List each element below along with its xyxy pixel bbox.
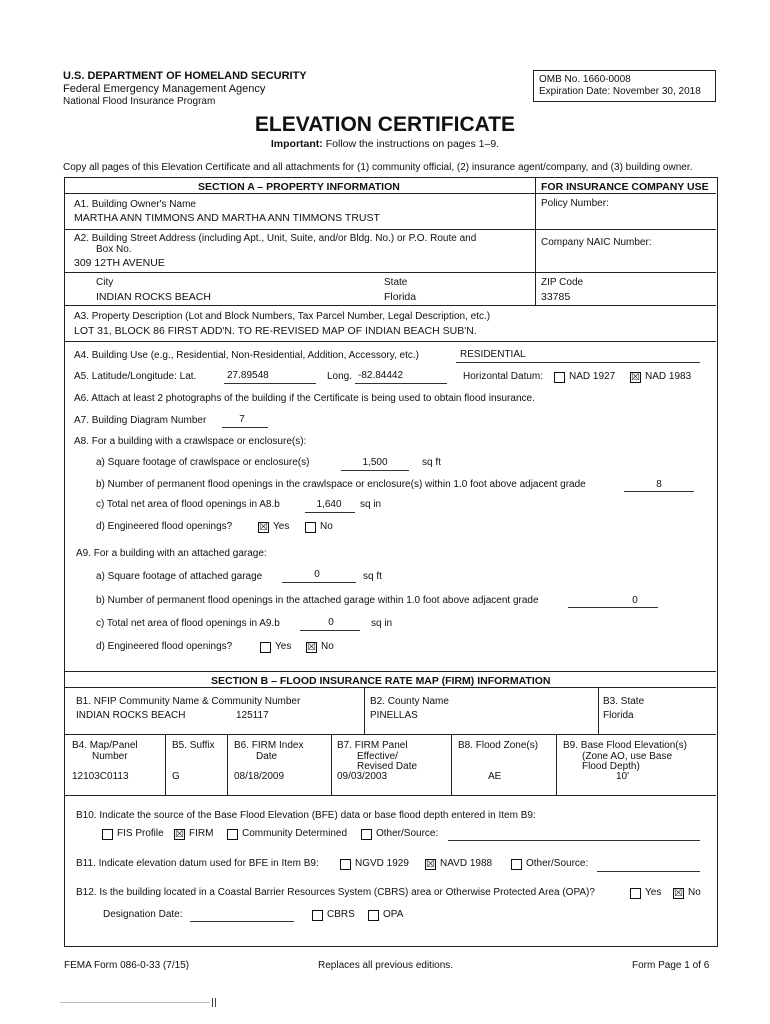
b3-label: B3. State — [603, 696, 645, 707]
b4-label: B4. Map/Panel — [72, 740, 138, 751]
b11-other-checkbox[interactable] — [511, 859, 522, 870]
a1-value: MARTHA ANN TIMMONS AND MARTHA ANN TIMMONS TRUST — [74, 212, 380, 224]
a5-datum-label: Horizontal Datum: — [463, 371, 544, 382]
policy-number-label: Policy Number: — [541, 198, 609, 209]
b10-fis-checkbox[interactable] — [102, 829, 113, 840]
a2-label-2: Box No. — [96, 244, 132, 255]
nad1927-checkbox[interactable] — [554, 372, 565, 383]
b11-navd-label: NAVD 1988 — [440, 858, 493, 869]
insurance-divider — [535, 178, 536, 305]
scan-artifact-line — [60, 1002, 210, 1003]
copy-note: Copy all pages of this Elevation Certificate and all attachments for (1) community official, (2) insurance agent/company, and (3) building owner. — [63, 162, 693, 173]
a8a-underline — [341, 470, 409, 471]
b5-divider — [227, 735, 228, 795]
b8-label: B8. Flood Zone(s) — [458, 740, 539, 751]
a9a-label: a) Square footage of attached garage — [96, 571, 263, 582]
b7-label-2: Effective/ — [357, 751, 398, 762]
b12-yes-checkbox[interactable] — [630, 888, 641, 899]
b5-label: B5. Suffix — [172, 740, 215, 751]
a9c-underline — [300, 630, 360, 631]
b9-label-3: Flood Depth) — [582, 761, 640, 772]
b4-bottom-line — [65, 795, 716, 796]
a8a-value: 1,500 — [362, 457, 388, 468]
b7-divider — [451, 735, 452, 795]
city-label: City — [96, 277, 114, 288]
a1-bottom-line — [65, 229, 716, 230]
a5-lat-value: 27.89548 — [227, 370, 269, 381]
b4-label-2: Number — [92, 751, 128, 762]
scan-artifact-tick — [212, 998, 213, 1007]
b12-no-checkbox[interactable]: ☒ — [674, 888, 683, 899]
naic-number-label: Company NAIC Number: — [541, 237, 652, 248]
a4-underline — [456, 362, 700, 363]
cbrs-checkbox[interactable] — [312, 910, 323, 921]
a8c-label: c) Total net area of flood openings in A8.b — [96, 499, 280, 510]
cbrs-label: CBRS — [327, 909, 355, 920]
a8c-unit: sq in — [360, 499, 382, 510]
designation-date-underline — [190, 921, 294, 922]
b4-divider — [165, 735, 166, 795]
agency-line-1: U.S. DEPARTMENT OF HOMELAND SECURITY — [63, 70, 307, 82]
a8b-value: 8 — [656, 479, 662, 490]
agency-line-2: Federal Emergency Management Agency — [63, 83, 266, 95]
b8-divider — [556, 735, 557, 795]
b6-label: B6. FIRM Index — [234, 740, 304, 751]
a9d-no-checkbox[interactable]: ☒ — [307, 642, 316, 653]
b10-fis-label: FIS Profile — [117, 828, 164, 839]
b10-other-underline — [448, 840, 700, 841]
b2-divider — [598, 688, 599, 734]
b9-value: 10' — [616, 771, 630, 782]
b6-label-2: Date — [256, 751, 278, 762]
b10-firm-checkbox[interactable]: ☒ — [175, 829, 184, 840]
b2-value: PINELLAS — [370, 710, 418, 721]
form-number: FEMA Form 086-0-33 (7/15) — [64, 960, 190, 971]
a9d-yes-label: Yes — [275, 641, 292, 652]
b1-name: INDIAN ROCKS BEACH — [76, 710, 186, 721]
a9a-underline — [282, 582, 356, 583]
b6-divider — [331, 735, 332, 795]
important-note — [0, 138, 770, 150]
b10-community-label: Community Determined — [242, 828, 348, 839]
b2-label: B2. County Name — [370, 696, 449, 707]
agency-line-3: National Flood Insurance Program — [63, 96, 216, 107]
a9b-label: b) Number of permanent flood openings in the attached garage within 1.0 foot above adjacent grade — [96, 595, 539, 606]
a9d-label: d) Engineered flood openings? — [96, 641, 233, 652]
b12-yes-label: Yes — [645, 887, 662, 898]
b1-divider — [364, 688, 365, 734]
b5-value: G — [172, 771, 180, 782]
b9-label: B9. Base Flood Elevation(s) — [563, 740, 687, 751]
opa-checkbox[interactable] — [368, 910, 379, 921]
a7-label: A7. Building Diagram Number — [74, 415, 207, 426]
a8d-no-checkbox[interactable] — [305, 522, 316, 533]
a7-underline — [222, 427, 268, 428]
city-bottom-line — [65, 305, 716, 306]
a5-long-label: Long. — [327, 371, 353, 382]
a9a-unit: sq ft — [363, 571, 382, 582]
omb-number: OMB No. 1660-0008 — [539, 74, 631, 85]
a4-value: RESIDENTIAL — [460, 349, 526, 360]
b10-label: B10. Indicate the source of the Base Flood Elevation (BFE) data or base flood depth entered in Item B9: — [76, 810, 536, 821]
b10-other-checkbox[interactable] — [361, 829, 372, 840]
state-label: State — [384, 277, 408, 288]
b11-navd-checkbox[interactable]: ☒ — [426, 859, 435, 870]
section-a-header: SECTION A – PROPERTY INFORMATION — [198, 181, 400, 193]
a2-label: A2. Building Street Address (including Apt., Unit, Suite, and/or Bldg. No.) or P.O. Route and — [74, 233, 477, 244]
a9c-label: c) Total net area of flood openings in A9.b — [96, 618, 280, 629]
b1-bottom-line — [65, 734, 716, 735]
b9-label-2: (Zone AO, use Base — [582, 751, 673, 762]
state-value: Florida — [384, 291, 417, 303]
section-a-header-line — [65, 193, 716, 194]
insurance-header: FOR INSURANCE COMPANY USE — [541, 181, 709, 193]
important-text: Follow the instructions on pages 1–9. — [325, 138, 500, 150]
b3-value: Florida — [603, 710, 634, 721]
section-b-header-line — [65, 687, 716, 688]
a8a-unit: sq ft — [422, 457, 441, 468]
a9d-yes-checkbox[interactable] — [260, 642, 271, 653]
b10-firm-label: FIRM — [189, 828, 214, 839]
a8c-value: 1,640 — [316, 499, 342, 510]
a5-label: A5. Latitude/Longitude: Lat. — [74, 371, 197, 382]
b11-label: B11. Indicate elevation datum used for BFE in Item B9: — [76, 858, 319, 869]
b8-value: AE — [488, 771, 502, 782]
b1-number: 125117 — [236, 710, 269, 721]
a5-long-value: -82.84442 — [358, 370, 404, 381]
zip-label: ZIP Code — [541, 277, 584, 288]
a8a-label: a) Square footage of crawlspace or enclosure(s) — [96, 457, 310, 468]
nad1927-label: NAD 1927 — [569, 371, 616, 382]
city-value: INDIAN ROCKS BEACH — [96, 291, 211, 303]
b11-ngvd-checkbox[interactable] — [340, 859, 351, 870]
a9-label: A9. For a building with an attached garage: — [76, 548, 267, 559]
b7-label: B7. FIRM Panel — [337, 740, 408, 751]
a9c-value: 0 — [328, 617, 334, 628]
a8d-yes-label: Yes — [273, 521, 290, 532]
a8d-no-label: No — [320, 521, 333, 532]
a8b-underline — [624, 491, 694, 492]
a3-value: LOT 31, BLOCK 86 FIRST ADD'N. TO RE-REVISED MAP OF INDIAN BEACH SUB'N. — [74, 325, 477, 337]
page-number: Form Page 1 of 6 — [632, 960, 710, 971]
b10-community-checkbox[interactable] — [227, 829, 238, 840]
b7-label-3: Revised Date — [357, 761, 418, 772]
a9b-underline — [568, 607, 658, 608]
a9d-no-label: No — [321, 641, 334, 652]
b7-value: 09/03/2003 — [337, 771, 388, 782]
b1-label: B1. NFIP Community Name & Community Number — [76, 696, 301, 707]
a5-long-underline — [355, 383, 447, 384]
b6-value: 08/18/2009 — [234, 771, 285, 782]
important-label: Important: — [270, 138, 323, 150]
a2-bottom-line — [65, 272, 535, 273]
naic-bottom-line — [535, 272, 716, 273]
a4-label: A4. Building Use (e.g., Residential, Non-Residential, Addition, Accessory, etc.) — [74, 350, 419, 361]
b11-other-label: Other/Source: — [526, 858, 589, 869]
b4-value: 12103C0113 — [72, 771, 129, 782]
opa-label: OPA — [383, 909, 404, 920]
a2-value: 309 12TH AVENUE — [74, 257, 165, 269]
b11-other-underline — [597, 871, 700, 872]
section-b-top-line — [65, 671, 716, 672]
section-b-header: SECTION B – FLOOD INSURANCE RATE MAP (FIRM) INFORMATION — [211, 675, 551, 687]
a7-value: 7 — [239, 414, 245, 425]
a9a-value: 0 — [314, 569, 320, 580]
a3-bottom-line — [65, 341, 716, 342]
a3-label: A3. Property Description (Lot and Block Numbers, Tax Parcel Number, Legal Description, etc.) — [74, 311, 491, 322]
omb-expiration: Expiration Date: November 30, 2018 — [539, 86, 701, 97]
a5-lat-underline — [224, 383, 316, 384]
b12-no-label: No — [688, 887, 701, 898]
a9b-value: 0 — [632, 595, 638, 606]
a8d-yes-checkbox[interactable]: ☒ — [259, 522, 268, 533]
a1-label: A1. Building Owner's Name — [74, 199, 196, 210]
nad1983-label: NAD 1983 — [645, 371, 692, 382]
b11-ngvd-label: NGVD 1929 — [355, 858, 409, 869]
b12-label: B12. Is the building located in a Coastal Barrier Resources System (CBRS) area or Otherwise Protected Area (OPA)? — [76, 887, 595, 898]
a8-label: A8. For a building with a crawlspace or enclosure(s): — [74, 436, 307, 447]
b10-other-label: Other/Source: — [376, 828, 439, 839]
a6-text: A6. Attach at least 2 photographs of the building if the Certificate is being used to obtain flood insurance. — [74, 393, 535, 404]
page-title: ELEVATION CERTIFICATE — [254, 113, 516, 136]
a8d-label: d) Engineered flood openings? — [96, 521, 233, 532]
nad1983-checkbox[interactable]: ☒ — [631, 372, 640, 383]
a9c-unit: sq in — [371, 618, 393, 629]
a8b-label: b) Number of permanent flood openings in the crawlspace or enclosure(s) within 1.0 foot above adjacent grade — [96, 479, 586, 490]
scan-artifact-tick-2 — [215, 998, 216, 1007]
zip-value: 33785 — [541, 291, 571, 303]
a8c-underline — [305, 512, 355, 513]
designation-date-label: Designation Date: — [103, 909, 183, 920]
replaces-note: Replaces all previous editions. — [318, 960, 454, 971]
